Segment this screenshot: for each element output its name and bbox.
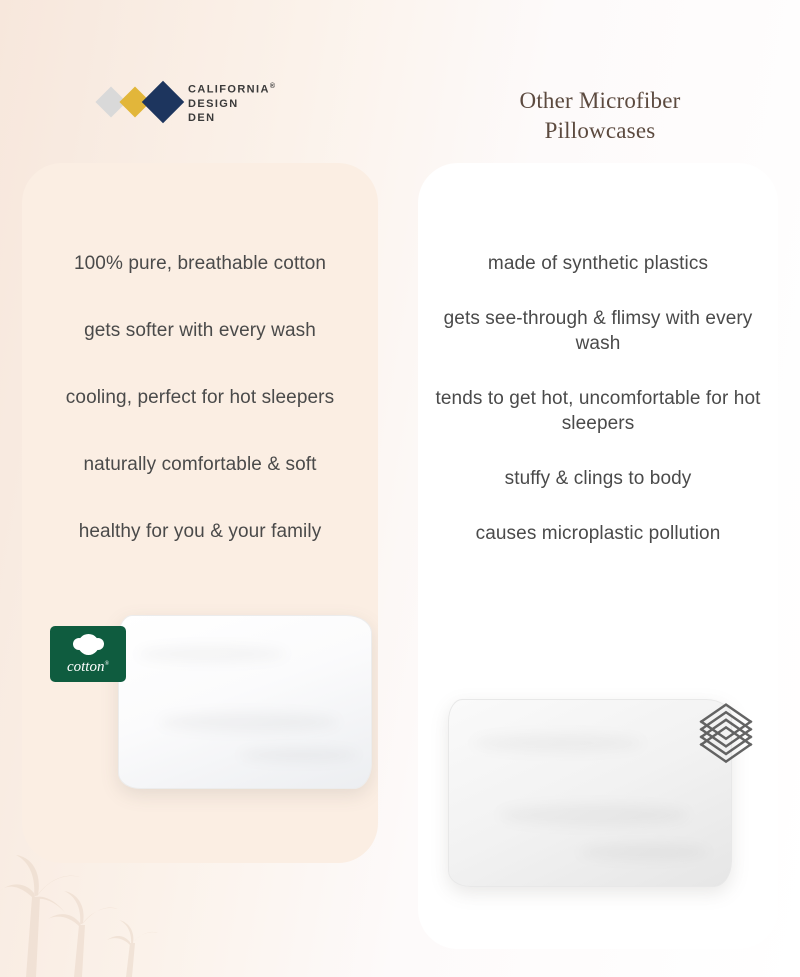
list-item: healthy for you & your family — [78, 521, 322, 542]
brand-registered-mark: ® — [269, 83, 277, 90]
white-cotton-pillowcase-image — [118, 615, 372, 789]
right-feature-list — [418, 163, 778, 576]
list-item: made of synthetic plastics — [487, 253, 709, 274]
list-item: gets see-through & flimsy with every wash — [443, 308, 753, 354]
left-pillow-area — [22, 593, 378, 863]
left-feature-list — [22, 163, 378, 586]
list-item: stuffy & clings to body — [504, 468, 692, 489]
cotton-seal-badge — [50, 626, 126, 682]
brand-line-1: CALIFORNIA — [188, 83, 270, 96]
right-column-title-line-1: Other Microfiber — [519, 88, 681, 113]
brand-line-3: DEN — [188, 111, 216, 124]
brand-line-2: DESIGN — [188, 97, 239, 110]
right-column-title — [430, 86, 770, 146]
left-panel-cotton — [22, 163, 378, 863]
header — [0, 0, 800, 160]
right-column-title-line-2: Pillowcases — [544, 118, 656, 143]
brand-wordmark — [188, 80, 276, 125]
right-panel-microfiber — [418, 163, 778, 949]
list-item: 100% pure, breathable cotton — [73, 253, 327, 274]
list-item: gets softer with every wash — [84, 320, 316, 341]
brand-logo — [100, 80, 276, 125]
cotton-boll-icon — [78, 634, 99, 655]
right-pillow-area — [418, 679, 778, 949]
microfiber-weave-icon — [688, 697, 764, 773]
list-item: tends to get hot, uncomfortable for hot sleepers — [435, 388, 761, 434]
cotton-seal-label: cotton® — [66, 658, 110, 675]
list-item: naturally comfortable & soft — [83, 454, 317, 475]
list-item: causes microplastic pollution — [475, 523, 721, 544]
diamond-navy-icon — [142, 81, 184, 123]
list-item: cooling, perfect for hot sleepers — [65, 387, 335, 408]
diamond-logo-icon — [100, 87, 178, 117]
